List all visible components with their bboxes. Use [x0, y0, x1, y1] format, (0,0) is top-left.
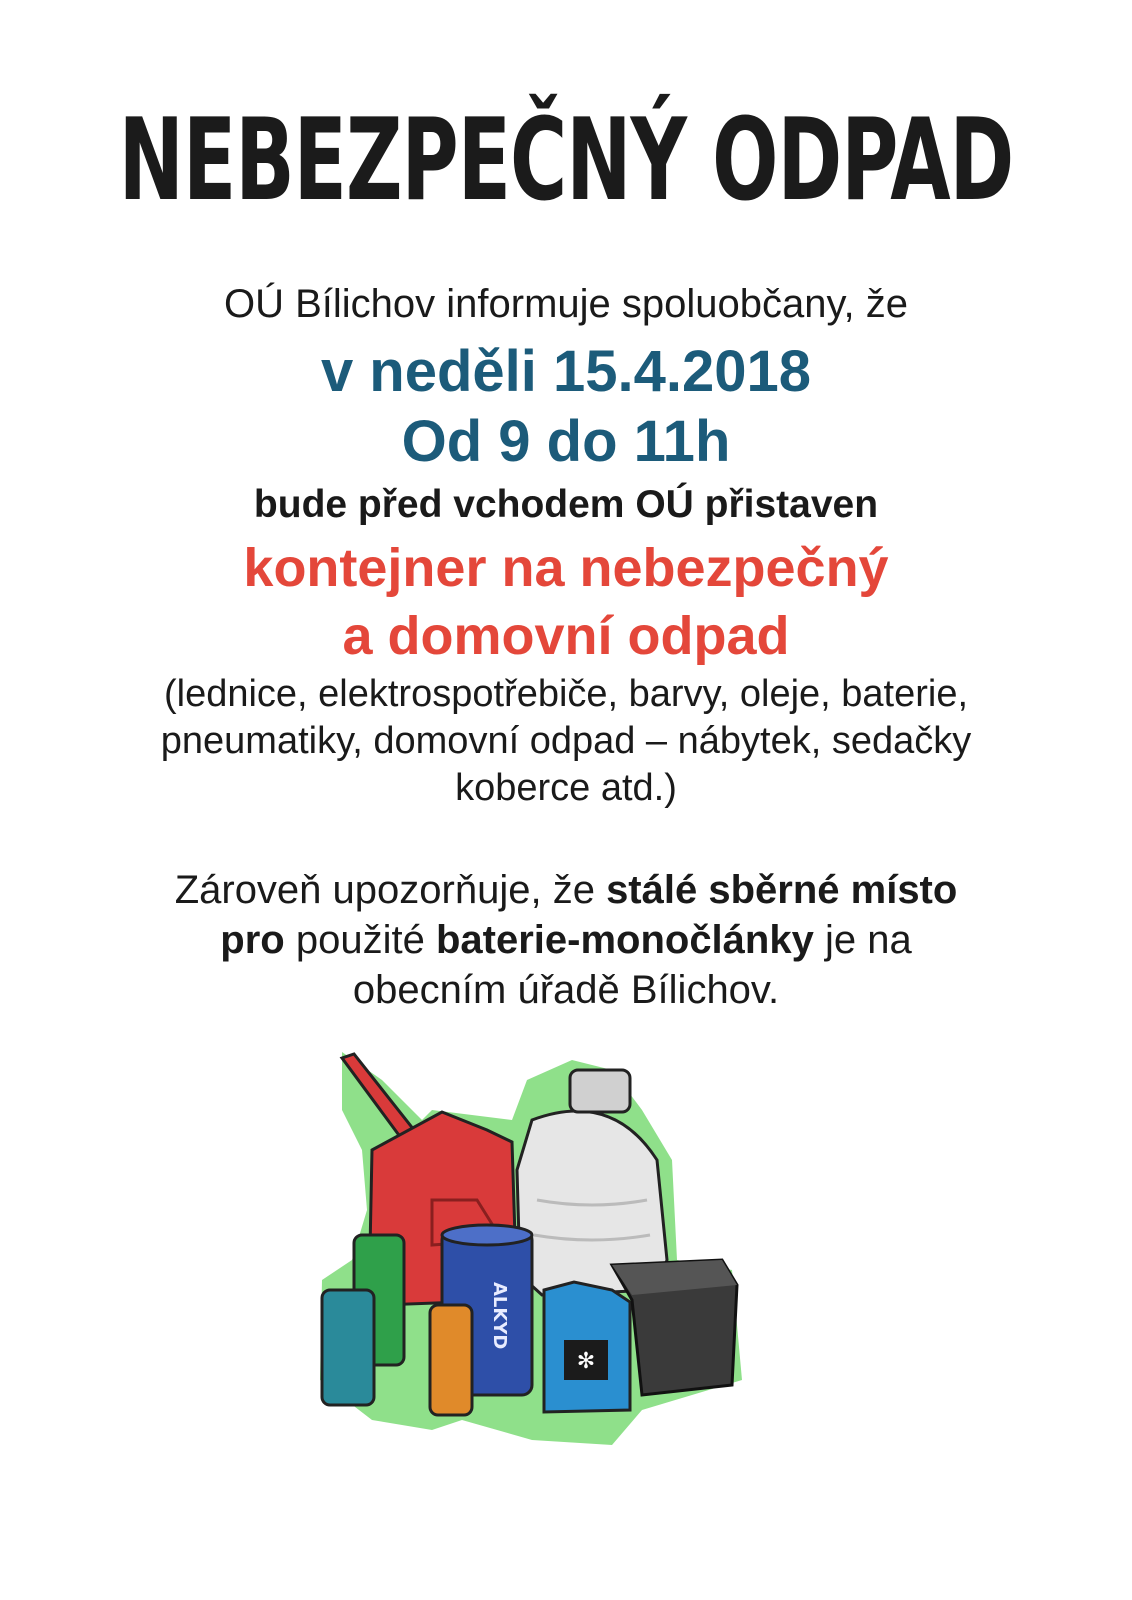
waste-list-line1: (lednice, elektrospotřebiče, barvy, oleje, baterie, [163, 673, 969, 715]
orange-spray-can-icon [430, 1305, 472, 1415]
event-time: Od 9 do 11h [401, 409, 731, 474]
container-heading-line2: a domovní odpad [342, 606, 790, 666]
waste-list-line2: pneumatiky, domovní odpad – nábytek, sedačky [160, 720, 972, 762]
flyer-title: NEBEZPEČNÝ ODPAD [118, 96, 1014, 227]
notice-text-2: použité [284, 918, 436, 962]
notice-text-3: je na [813, 918, 912, 962]
intro-text: OÚ Bílichov informuje spoluobčany, že [223, 282, 909, 326]
notice-bold-3: baterie-monočlánky [435, 918, 814, 962]
drum-label: ALKYD [489, 1282, 510, 1350]
notice-line2 [0, 918, 1132, 963]
event-date: v neděli 15.4.2018 [320, 339, 812, 404]
notice-bold-2: pro [220, 918, 285, 962]
waste-list-line3: koberce atd.) [455, 767, 677, 809]
notice-line1 [0, 868, 1132, 913]
notice-line3: obecním úřadě Bílichov. [352, 968, 780, 1012]
container-heading-line1: kontejner na nebezpečný [243, 538, 889, 598]
hazardous-containers-illustration [312, 1050, 782, 1470]
notice-bold-1: stálé sběrné místo [606, 868, 958, 912]
event-location: bude před vchodem OÚ přistaven [253, 483, 879, 526]
antifreeze-jug-icon [544, 1282, 630, 1412]
teal-can-icon [322, 1290, 374, 1405]
notice-text-1: Zároveň upozorňuje, že [174, 868, 607, 912]
snowflake-icon: ✻ [576, 1348, 596, 1373]
